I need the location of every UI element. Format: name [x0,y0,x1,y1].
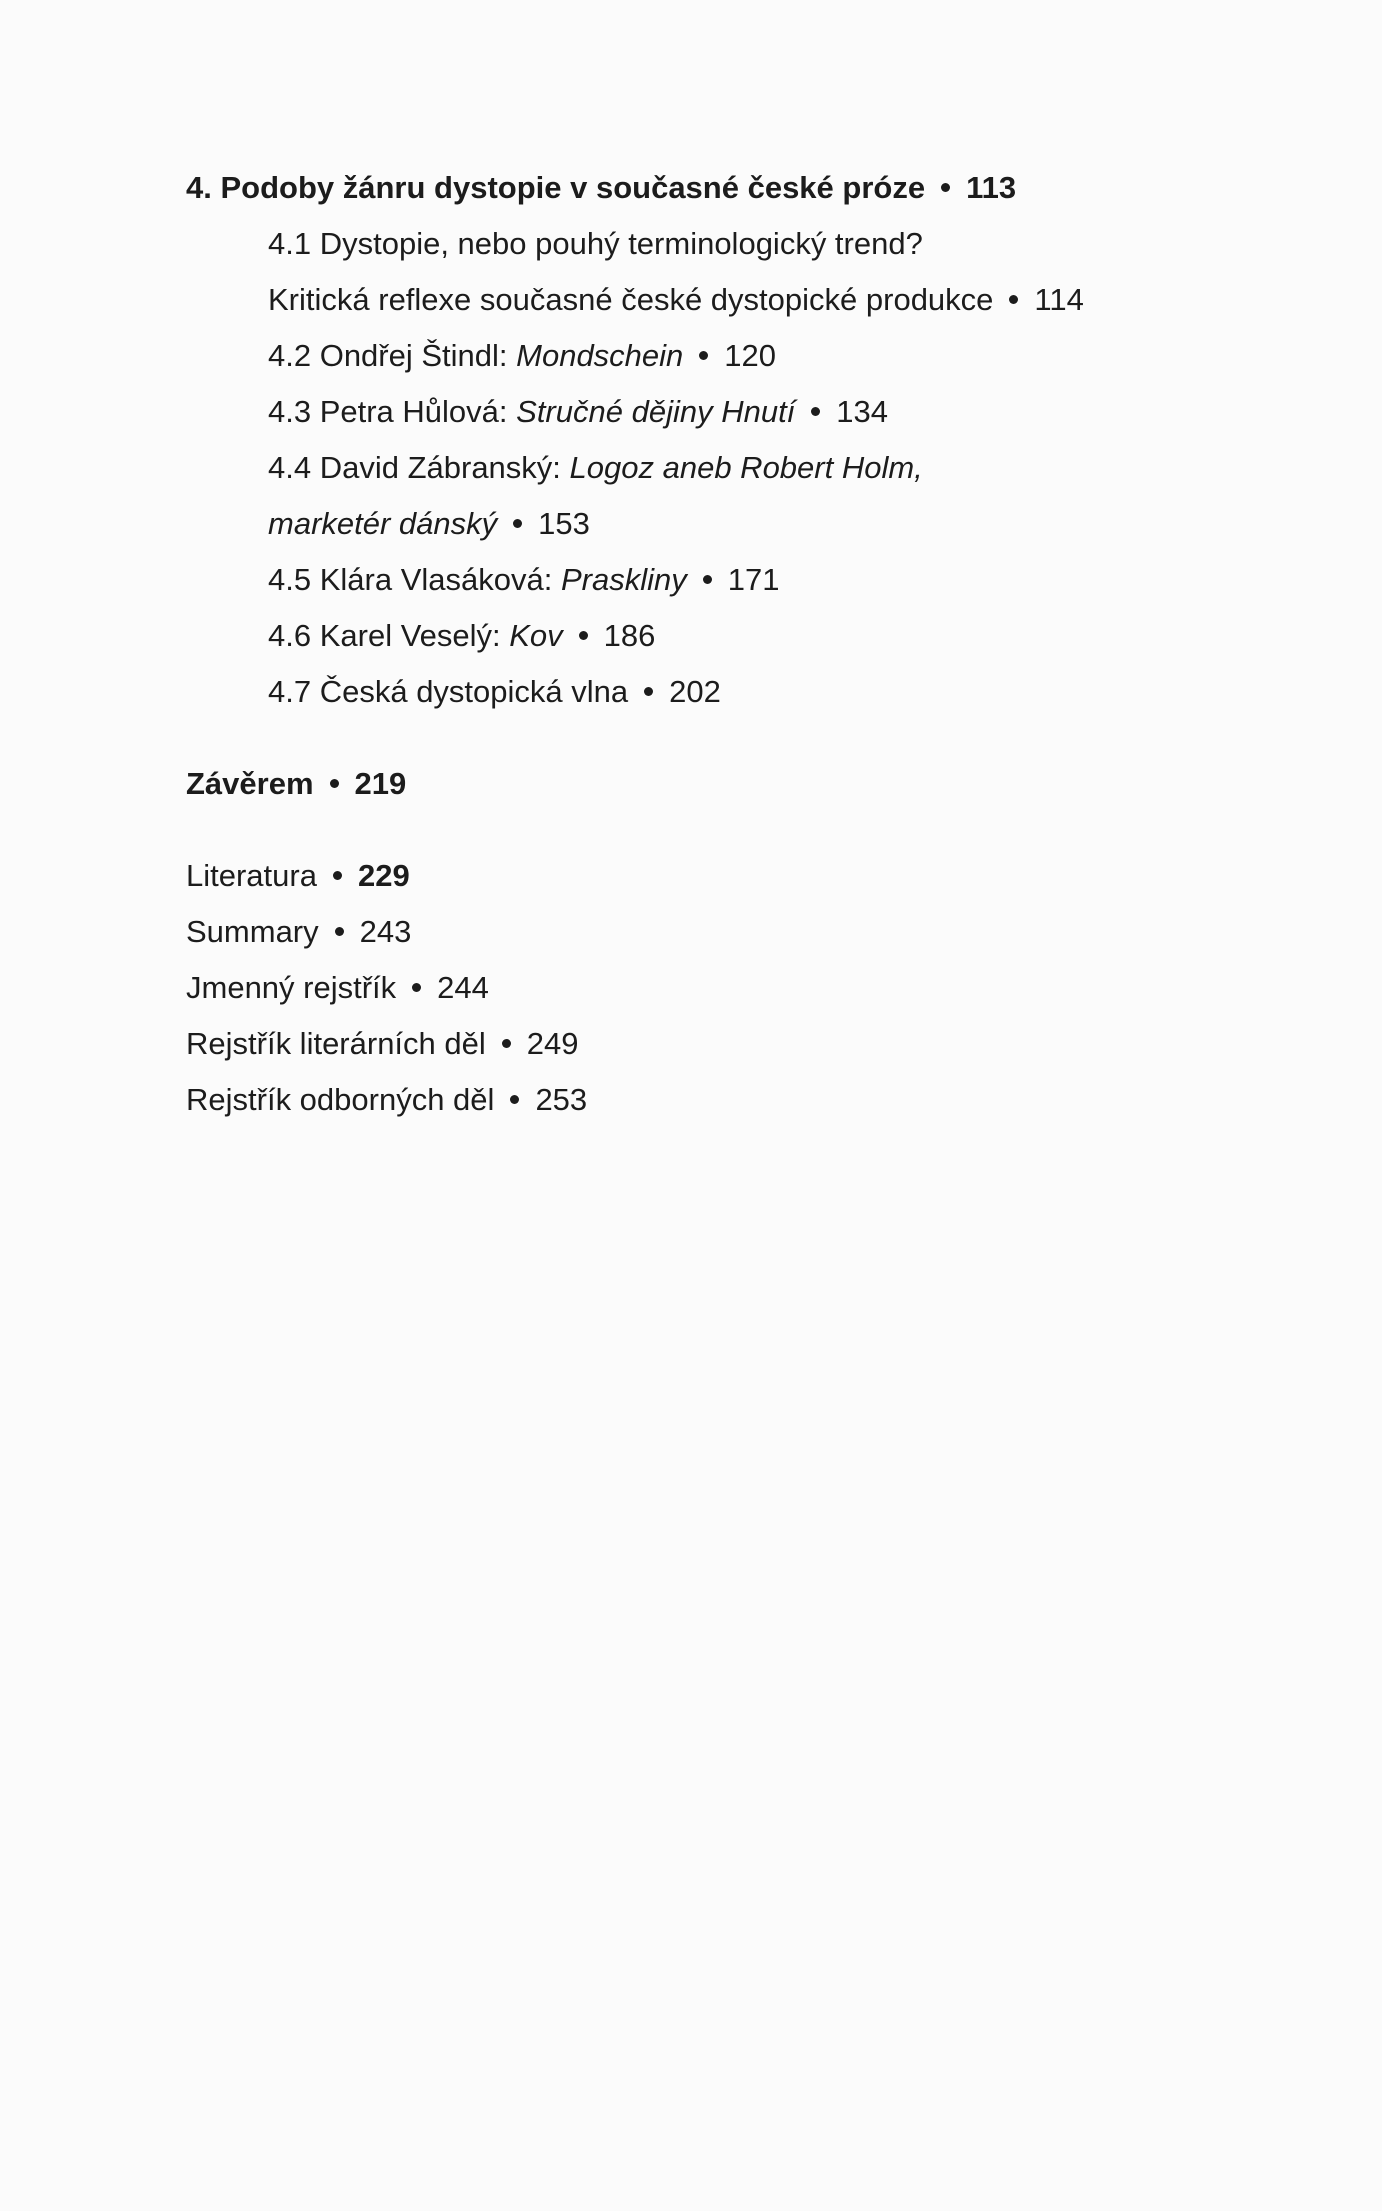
entry-prefix: 4.4 David Zábranský: [268,450,570,485]
entry-label: Summary [186,914,319,949]
entry-page: 120 [724,338,777,373]
toc-entry-4-4 [186,440,1236,552]
toc-back-matter-literary-works-index [186,1016,1236,1072]
bullet-separator [510,1095,519,1104]
toc-entry-4-5 [186,552,1236,608]
entry-label: 4.7 Česká dystopická vlna [268,674,629,709]
conclusion-title: Závěrem [186,766,314,801]
bullet-separator [644,687,653,696]
entry-work-title: Logoz aneb Robert Holm, [569,450,923,485]
toc-entry-4-7 [186,664,1236,720]
entry-label-continued: Kritická reflexe současné české dystopické produkce [268,282,994,317]
bullet-separator [335,927,344,936]
entry-work-title: Stručné dějiny Hnutí [516,394,796,429]
entry-prefix: 4.3 Petra Hůlová: [268,394,517,429]
entry-prefix: 4.2 Ondřej Štindl: [268,338,517,373]
bullet-separator [941,183,950,192]
toc-chapter-4 [186,160,1236,216]
entry-page: 186 [603,618,656,653]
spacer [186,720,1236,756]
entry-page: 229 [357,858,410,893]
bullet-separator [811,407,820,416]
entry-page: 134 [836,394,889,429]
chapter-title: 4. Podoby žánru dystopie v současné české próze [186,170,926,205]
toc-entry-4-6 [186,608,1236,664]
entry-page: 243 [359,914,412,949]
bullet-separator [513,519,522,528]
entry-page: 114 [1034,282,1084,317]
toc-entry-4-2 [186,328,1236,384]
table-of-contents [186,160,1236,1128]
toc-back-matter-scholarly-works-index [186,1072,1236,1128]
entry-label: Rejstřík literárních děl [186,1026,486,1061]
entry-work-title: Mondschein [516,338,684,373]
entry-page: 171 [727,562,780,597]
toc-back-matter-name-index [186,960,1236,1016]
bullet-separator [502,1039,511,1048]
entry-label: 4.1 Dystopie, nebo pouhý terminologický trend? [268,226,923,261]
bullet-separator [333,871,342,880]
entry-prefix: 4.5 Klára Vlasáková: [268,562,561,597]
entry-work-title: Praskliny [560,562,687,597]
entry-work-title: Kov [509,618,563,653]
chapter-page: 113 [966,170,1017,205]
bullet-separator [699,351,708,360]
bullet-separator [703,575,712,584]
bullet-separator [330,779,339,788]
toc-back-matter-literatura [186,848,1236,904]
bullet-separator [579,631,588,640]
entry-label: Jmenný rejstřík [186,970,397,1005]
bullet-separator [412,983,421,992]
spacer [186,812,1236,848]
entry-page: 249 [526,1026,579,1061]
entry-page: 153 [538,506,590,541]
entry-page: 202 [669,674,721,709]
entry-page: 253 [535,1082,588,1117]
entry-work-title-continued: marketér dánský [268,506,498,541]
toc-entry-4-3 [186,384,1236,440]
toc-entry-4-1 [186,216,1236,328]
toc-back-matter-summary [186,904,1236,960]
conclusion-page: 219 [354,766,407,801]
entry-page: 244 [437,970,489,1005]
bullet-separator [1009,295,1018,304]
entry-label: Rejstřík odborných děl [186,1082,495,1117]
entry-label: Literatura [186,858,317,893]
toc-conclusion [186,756,1236,812]
entry-prefix: 4.6 Karel Veselý: [268,618,510,653]
